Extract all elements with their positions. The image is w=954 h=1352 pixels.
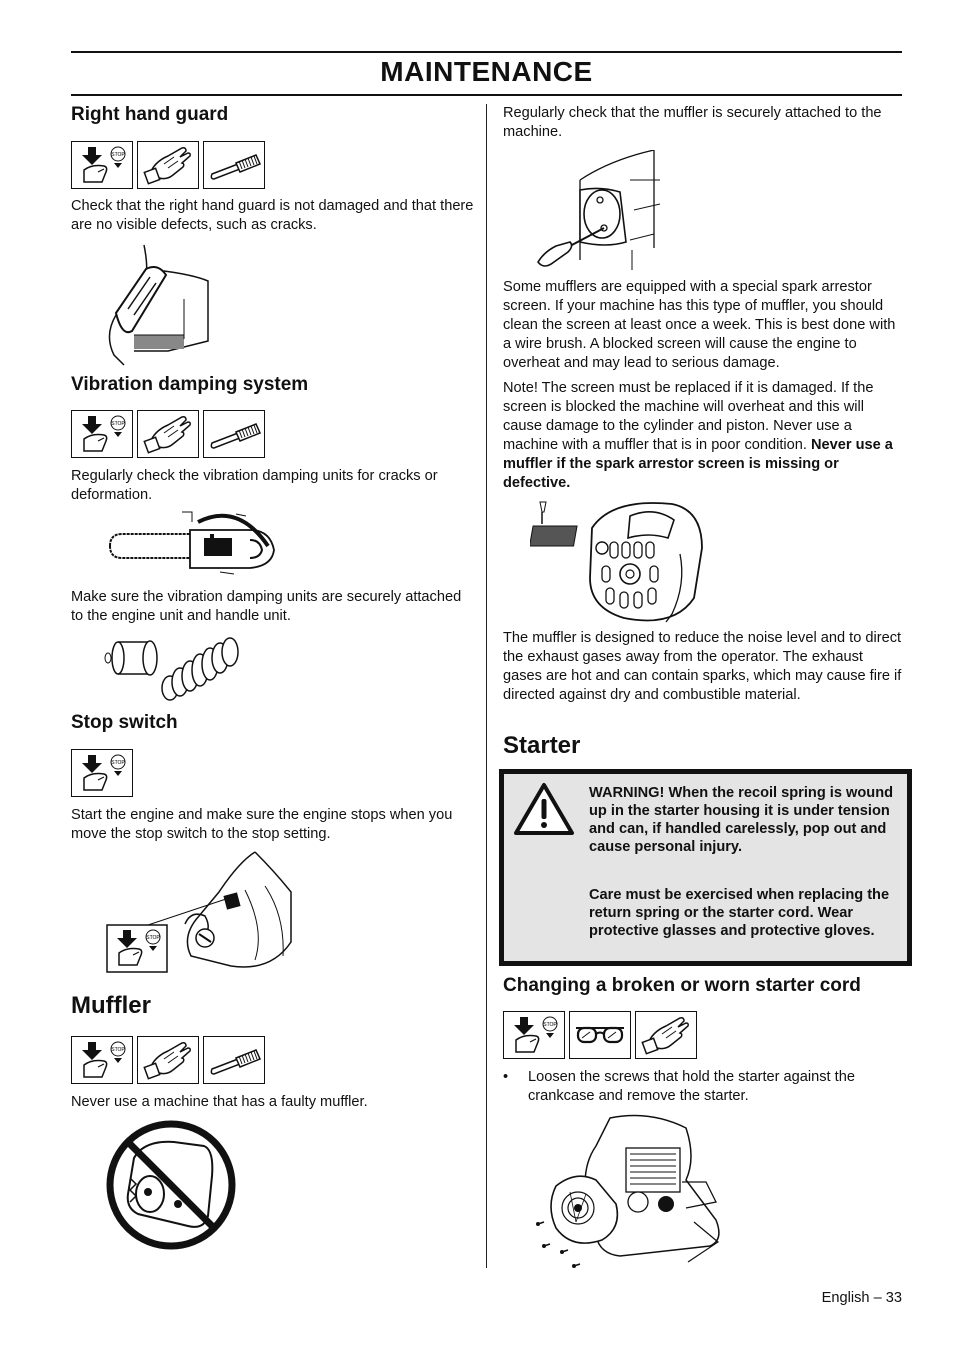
stop-switch-icon xyxy=(71,410,133,458)
muffler-icons xyxy=(71,1036,265,1084)
muffler-heading: Muffler xyxy=(71,992,151,1019)
protective-glove-icon xyxy=(635,1011,697,1059)
header-top-rule xyxy=(71,51,902,53)
right-hand-guard-icons xyxy=(71,141,265,189)
spark-arrestor-text: Some mufflers are equipped with a special spark arrestor screen. If your machine has this type of muffler, you should clean the screen at least once a week. This is best done with a wire brush. A blocked screen will cause the engine to overheat and may lead to serious damage. xyxy=(503,279,896,371)
starter-step-1-text: Loosen the screws that hold the starter against the crankcase and remove the starter. xyxy=(528,1069,855,1104)
stop-switch-icon xyxy=(71,1036,133,1084)
protective-glove-icon xyxy=(137,141,199,189)
right-hand-guard-text: Check that the right hand guard is not damaged and that there are no visible defects, such as cracks. xyxy=(71,198,474,233)
vibration-text-2: Make sure the vibration damping units are securely attached to the engine unit and handle unit. xyxy=(71,589,462,624)
page-header-title: MAINTENANCE xyxy=(380,56,593,87)
starter-warning-box xyxy=(499,769,912,966)
stop-switch-icon xyxy=(71,749,133,797)
chainsaw-illustration xyxy=(100,510,280,582)
stop-switch-icons xyxy=(71,749,133,797)
hand-guard-illustration xyxy=(100,243,215,368)
bullet-point: • xyxy=(503,1069,509,1085)
warning-text-1: WARNING! When the recoil spring is wound up in the starter housing it is under tension and can, if handled carelessly, pop out and cause personal injury. xyxy=(589,785,894,855)
stop-switch-heading: Stop switch xyxy=(71,712,178,733)
note-warning-text: Never use a muffler if the spark arrestor screen is missing or defective. xyxy=(503,437,893,491)
protective-glove-icon xyxy=(137,1036,199,1084)
page-number: English – 33 xyxy=(821,1290,902,1306)
note-text: Note! The screen must be replaced if it is damaged. If the screen is blocked the machine will overheat and this will cause damage to the cylinder and piston. Never use a machine with a muffler that is in poor condition. xyxy=(503,380,874,453)
stop-switch-icon xyxy=(71,141,133,189)
muffler-screwdriver-illustration xyxy=(530,150,690,275)
note-paragraph xyxy=(503,379,903,493)
muffler-text: Never use a machine that has a faulty muffler. xyxy=(71,1094,368,1110)
wire-brush-icon xyxy=(203,410,265,458)
warning-text-2: Care must be exercised when replacing the return spring or the starter cord. Wear protective glasses and protective gloves. xyxy=(589,887,890,939)
vibration-heading: Vibration damping system xyxy=(71,374,309,395)
header-bottom-rule xyxy=(71,94,902,96)
starter-removal-illustration xyxy=(530,1112,730,1274)
faulty-muffler-prohibited-illustration xyxy=(104,1118,238,1252)
vibration-text-1: Regularly check the vibration damping units for cracks or deformation. xyxy=(71,468,438,503)
protective-glasses-icon xyxy=(569,1011,631,1059)
muffler-design-text: The muffler is designed to reduce the noise level and to direct the exhaust gases away from the operator. The exhaust gases are hot and can contain sparks, which may cause fire if directed against dry and combustible material. xyxy=(503,630,902,703)
wire-brush-icon xyxy=(203,1036,265,1084)
stop-switch-icon xyxy=(503,1011,565,1059)
right-hand-guard-heading: Right hand guard xyxy=(71,104,229,125)
starter-heading: Starter xyxy=(503,732,581,759)
muffler-check-text: Regularly check that the muffler is securely attached to the machine. xyxy=(503,105,882,140)
stop-switch-illustration xyxy=(105,850,295,975)
changing-starter-cord-heading: Changing a broken or worn starter cord xyxy=(503,975,861,996)
warning-triangle-icon xyxy=(513,782,575,841)
wire-brush-icon xyxy=(203,141,265,189)
starter-step-1 xyxy=(503,1068,903,1106)
protective-glove-icon xyxy=(137,410,199,458)
column-divider xyxy=(486,104,487,1268)
spark-arrestor-screen-illustration xyxy=(530,498,705,623)
starter-cord-icons xyxy=(503,1011,697,1059)
damping-units-illustration xyxy=(100,632,245,704)
stop-switch-text: Start the engine and make sure the engine stops when you move the stop switch to the stop setting. xyxy=(71,807,453,842)
vibration-icons xyxy=(71,410,265,458)
